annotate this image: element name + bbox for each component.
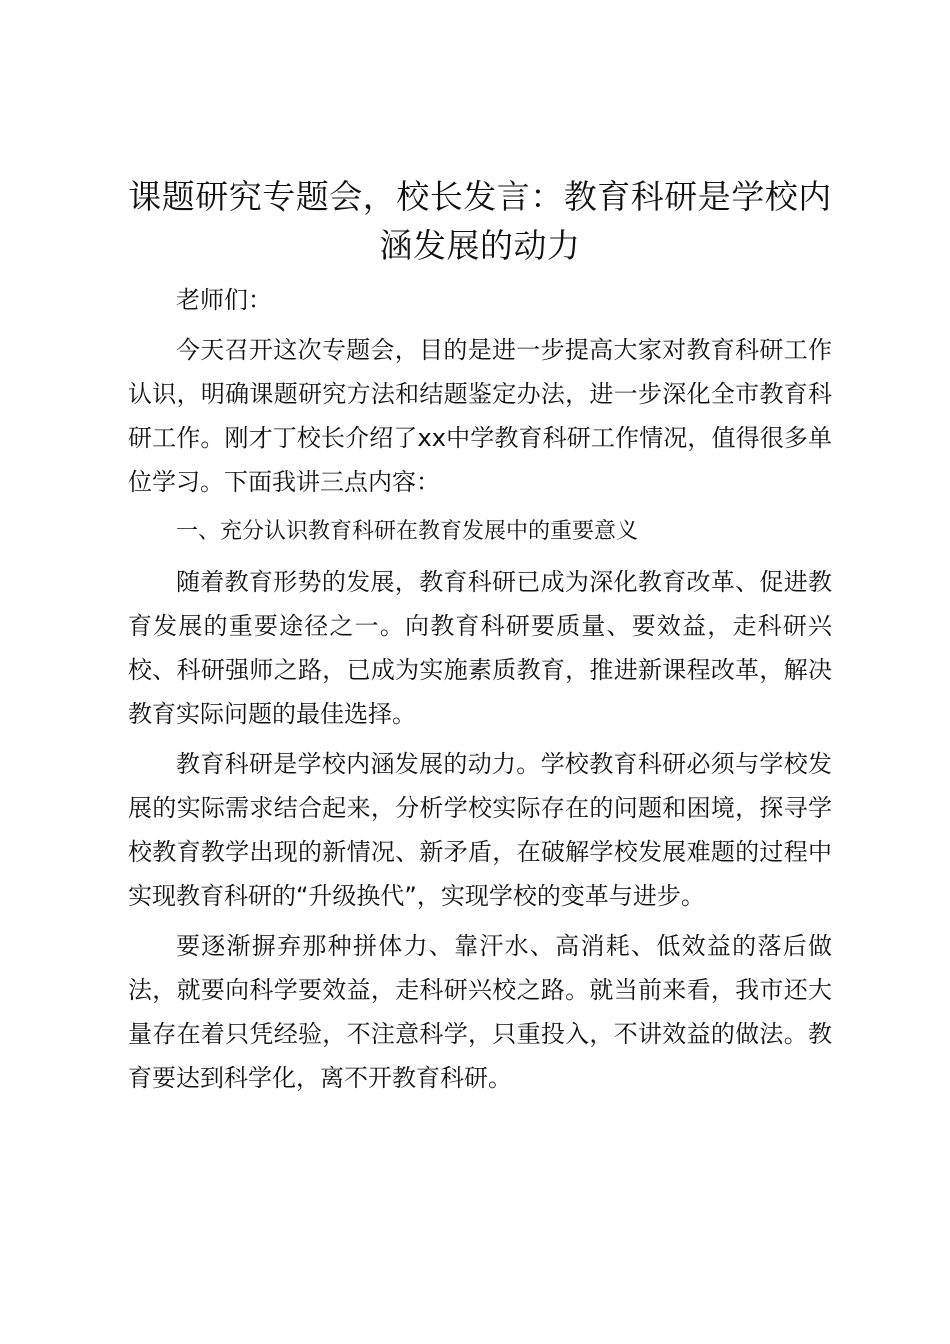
paragraph: 教育科研是学校内涵发展的动力。学校教育科研必须与学校发展的实际需求结合起来，分析学校实际存在的问题和困境，探寻学校教育教学出现的新情况、新矛盾，在破解学校发展难题的过程中实现教育科研的“升级换代”，实现学校的变革与进步。 bbox=[128, 750, 832, 910]
document-title: 课题研究专题会，校长发言：教育科研是学校内涵发展的动力 bbox=[128, 177, 832, 265]
greeting: 老师们： bbox=[176, 286, 272, 314]
section-heading: 一、充分认识教育科研在教育发展中的重要意义 bbox=[176, 519, 639, 544]
paragraph-intro: 今天召开这次专题会，目的是进一步提高大家对教育科研工作认识，明确课题研究方法和结题鉴定办法，进一步深化全市教育科研工作。刚才丁校长介绍了xx中学教育科研工作情况，值得很多单位学习。下面我讲三点内容： bbox=[128, 336, 832, 496]
document-body bbox=[128, 172, 832, 1100]
paragraph: 要逐渐摒弃那种拼体力、靠汗水、高消耗、低效益的落后做法，就要向科学要效益，走科研兴校之路。就当前来看，我市还大量存在着只凭经验，不注意科学，只重投入，不讲效益的做法。教育要达到科学化，离不开教育科研。 bbox=[128, 932, 832, 1092]
paragraph: 随着教育形势的发展，教育科研已成为深化教育改革、促进教育发展的重要途径之一。向教育科研要质量、要效益，走科研兴校、科研强师之路，已成为实施素质教育，推进新课程改革，解决教育实际问题的最佳选择。 bbox=[128, 568, 832, 728]
